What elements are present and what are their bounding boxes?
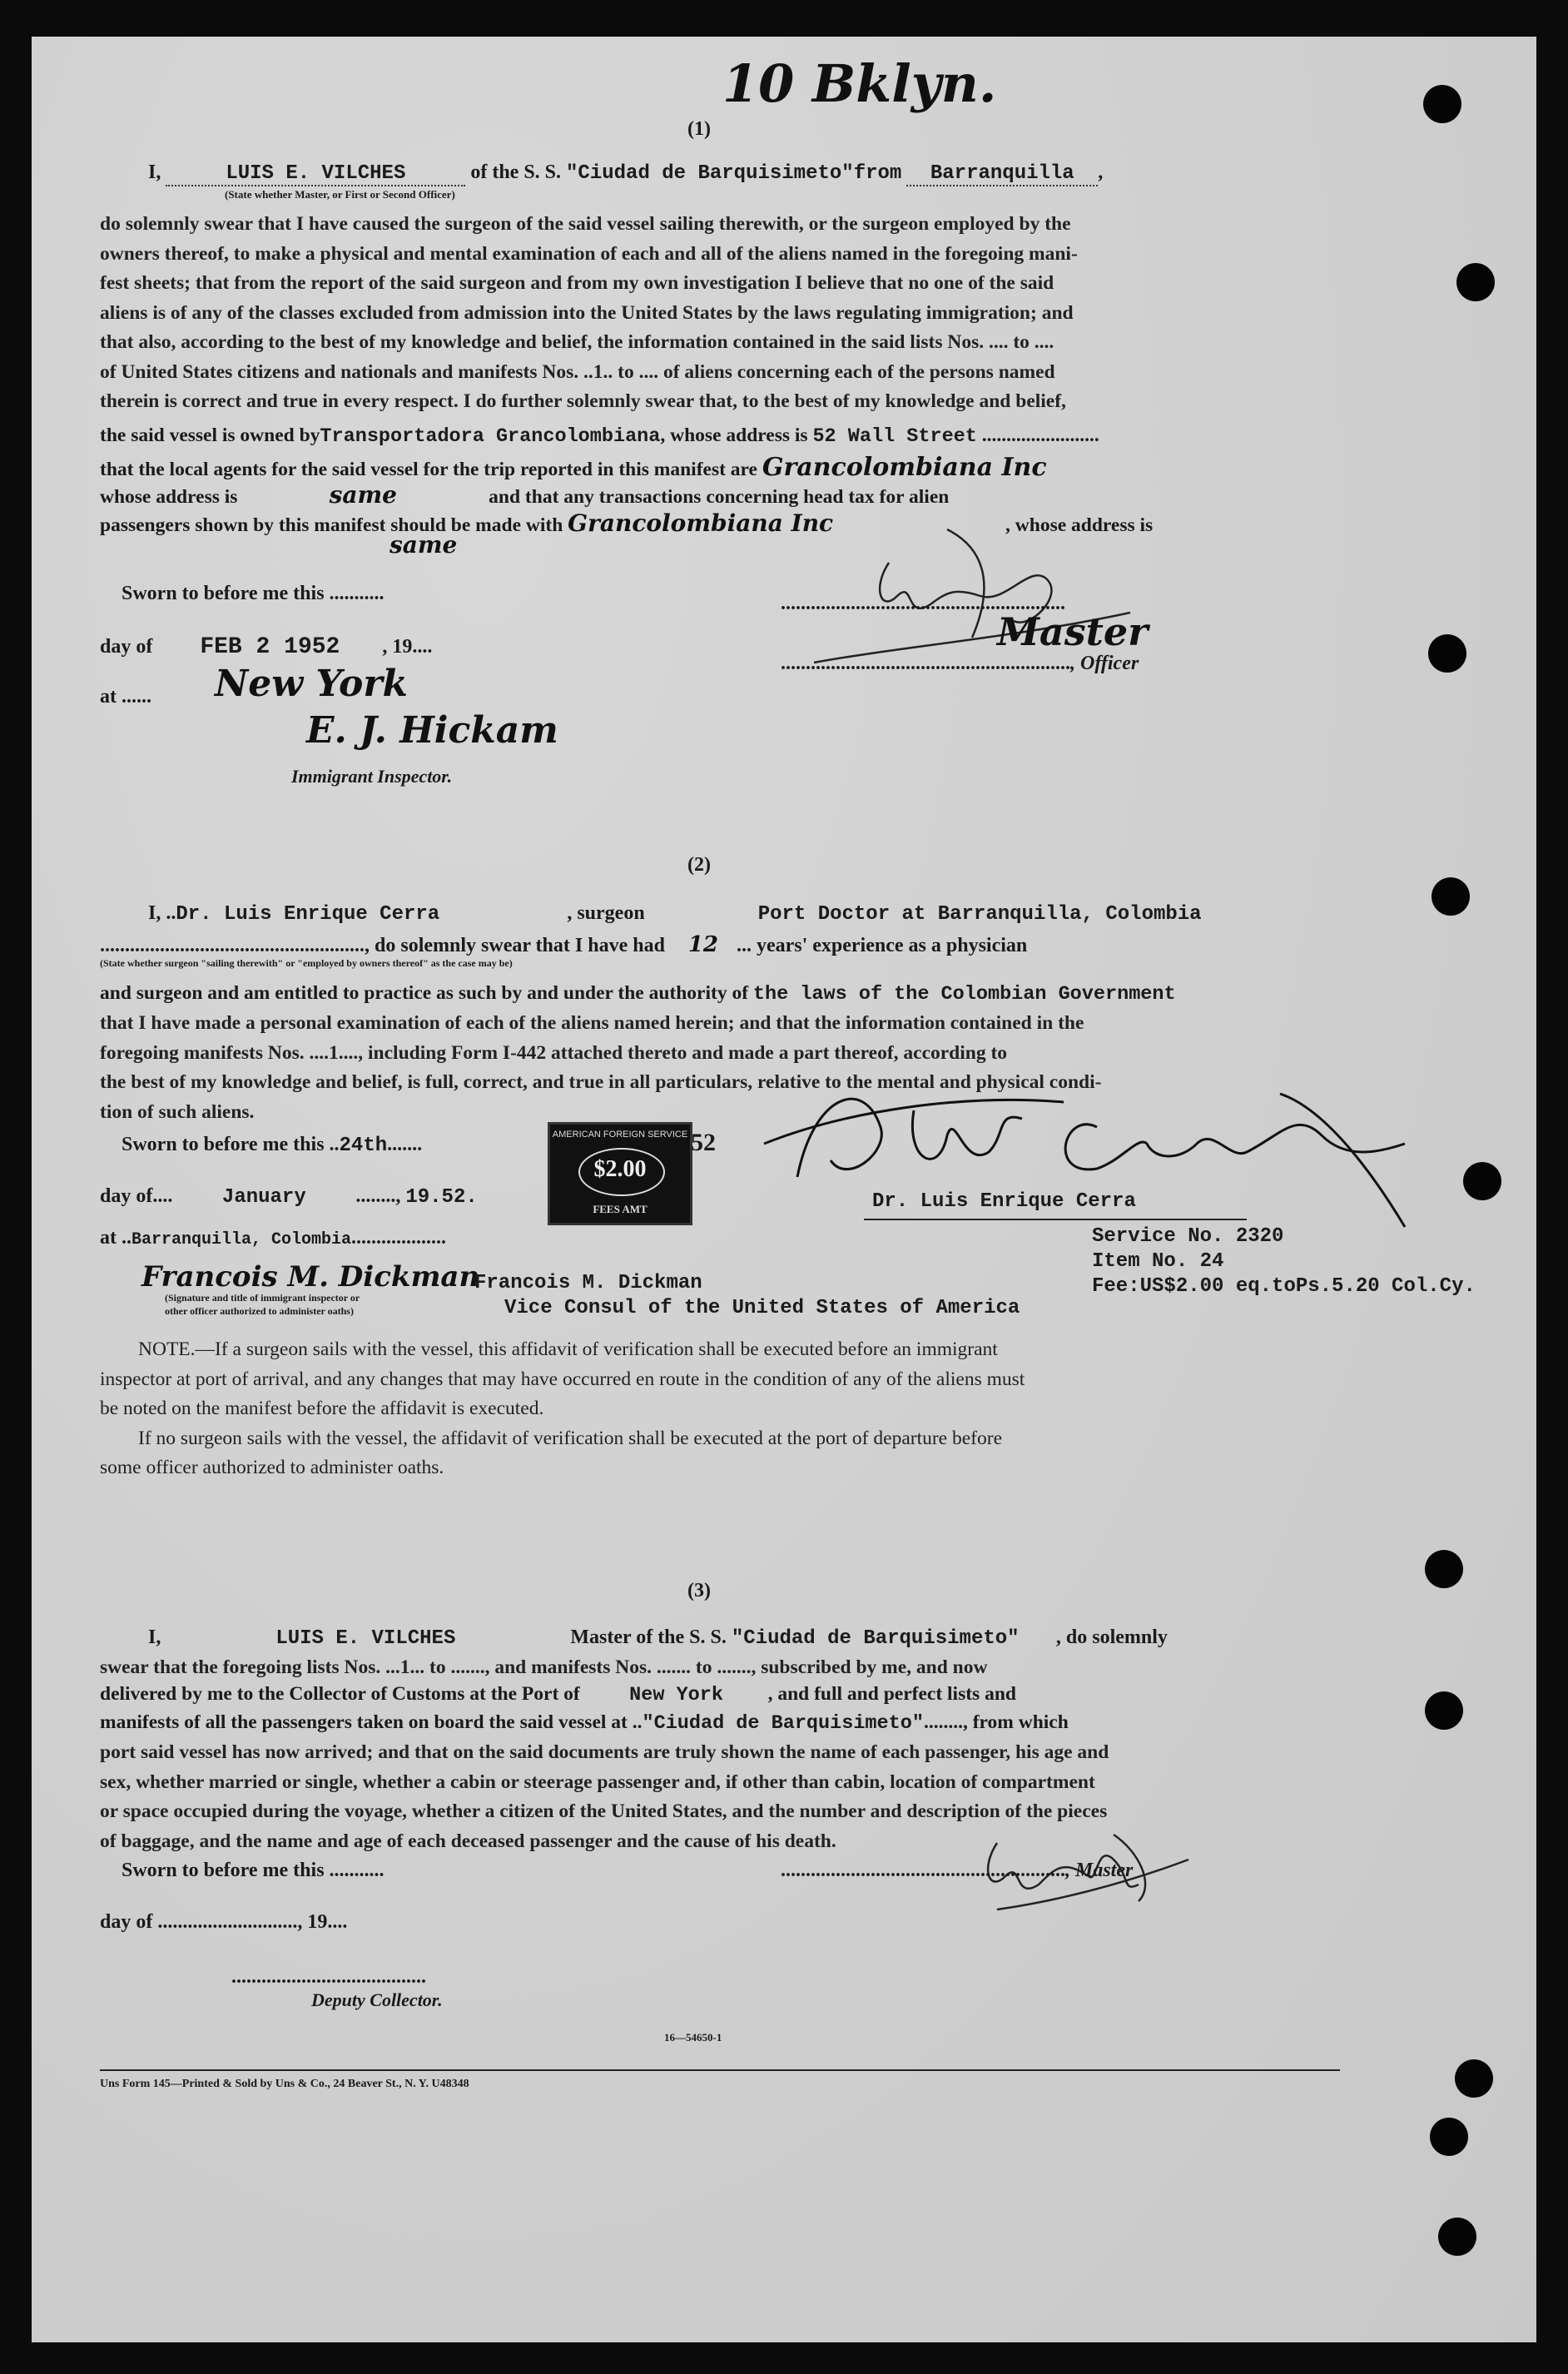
- footer-rule: [100, 2069, 1340, 2071]
- item-no: Item No. 24: [1092, 1250, 1224, 1273]
- officer-dots-1: .........................................................: [781, 593, 1065, 614]
- section-2-line-1: [148, 902, 1202, 926]
- line3-suffix: , and full and perfect lists and: [767, 1683, 1016, 1705]
- authority: the laws of the Colombian Government: [752, 983, 1176, 1006]
- owner-address: 52 Wall Street: [812, 425, 977, 448]
- status-caption: (State whether Master, or First or Second Officer): [225, 188, 455, 201]
- head-tax-party: Grancolombiana Inc: [568, 509, 834, 537]
- agents-label: that the local agents for the said vessel for the trip reported in this manifest are: [100, 459, 757, 480]
- body-line: the best of my knowledge and belief, is full, correct, and true in all particulars, relative to the mental and physical condi-: [100, 1071, 1102, 1093]
- consul-caption-1: (Signature and title of immigrant inspector or: [165, 1292, 360, 1304]
- from-label: from: [853, 162, 902, 185]
- day-label-2: day of: [100, 1185, 153, 1207]
- header-note: 10 Bklyn.: [722, 53, 997, 114]
- section-3-number: (3): [687, 1580, 711, 1602]
- line4-suffix: ........, from which: [923, 1711, 1069, 1733]
- stamp-bottom-text: FEES AMT: [593, 1203, 648, 1215]
- head-tax-address-label: , whose address is: [1005, 514, 1154, 536]
- owned-by-label: the said vessel is owned by: [100, 425, 320, 446]
- master-caption-3: , Master: [1065, 1860, 1134, 1881]
- fee-text: Fee:US$2.00 eq.toPs.5.20 Col.Cy.: [1092, 1275, 1476, 1298]
- owner-name: Transportadora Grancolombiana: [320, 425, 661, 448]
- agents-address-label: whose address is: [100, 486, 238, 508]
- sworn-2: Sworn to before me this ..24th.......: [122, 1134, 423, 1157]
- body-line: owners thereof, to make a physical and mental examination of each and all of the aliens named in the foregoing mani-: [100, 242, 1078, 265]
- inspector-caption: Immigrant Inspector.: [291, 766, 453, 787]
- form-code: 16—54650-1: [664, 2031, 722, 2044]
- body-line: port said vessel has now arrived; and that on the said documents are truly shown the name of each passenger, his age and: [100, 1741, 1109, 1763]
- from-port: Barranquilla: [906, 162, 1098, 186]
- master-name: LUIS E. VILCHES: [166, 162, 465, 186]
- section-2-number: (2): [687, 854, 711, 876]
- punch-hole: [1425, 1691, 1463, 1730]
- section-1-body: [100, 210, 1340, 417]
- punch-hole: [1432, 877, 1470, 916]
- printer-imprint: Uns Form 145—Printed & Sold by Uns & Co., 24 Beaver St., N. Y. U48348: [100, 2078, 469, 2090]
- stamp-top-text: AMERICAN FOREIGN SERVICE: [552, 1130, 688, 1140]
- line4-vessel: "Ciudad de Barquisimeto": [642, 1712, 924, 1735]
- body-line: that I have made a personal examination of each of the aliens named herein; and that the information contained in the: [100, 1012, 1084, 1034]
- collector-port-label: delivered by me to the Collector of Customs at the Port of: [100, 1683, 580, 1705]
- officer-line: [781, 653, 1139, 675]
- body-line: of baggage, and the name and age of each deceased passenger and the cause of his death.: [100, 1830, 836, 1852]
- section-1-number: (1): [687, 118, 711, 140]
- note-line: some officer authorized to administer oaths.: [100, 1457, 444, 1478]
- note-line: be noted on the manifest before the affidavit is executed.: [100, 1398, 544, 1419]
- at-label: at: [100, 686, 117, 708]
- body-line: aliens is of any of the classes excluded from admission into the United States by the laws regulating immigration; and: [100, 301, 1074, 324]
- sworn-3: Sworn to before me this ...........: [122, 1860, 385, 1881]
- manifest-sheet: [32, 37, 1536, 2342]
- punch-hole: [1455, 2059, 1493, 2098]
- owned-by-line: the said vessel is owned byTransportadora Grancolombiana, whose address is 52 Wall Street ........................: [100, 425, 1099, 448]
- i-prefix-2: I, ..: [148, 902, 176, 924]
- i-prefix-3: I,: [148, 1627, 161, 1648]
- punch-hole: [1423, 85, 1461, 123]
- year-suffix: , 19....: [382, 636, 433, 658]
- sworn-day: 24th: [339, 1135, 388, 1157]
- surgeon-name: Dr. Luis Enrique Cerra: [176, 903, 440, 926]
- year: 19.52.: [405, 1186, 478, 1209]
- authority-label: and surgeon and am entitled to practice as such by and under the authority of: [100, 982, 749, 1004]
- fee-stamp: [548, 1122, 692, 1225]
- consul-name: Francois M. Dickman: [474, 1272, 702, 1294]
- section-1-line-1: I, LUIS E. VILCHES of the S. S. "Ciudad de Barquisimeto"from Barranquilla ,: [148, 161, 1104, 185]
- section-3-line-2: swear that the foregoing lists Nos. ...1... to ......., and manifests Nos. ....... to ......., subscribed by me, and now: [100, 1656, 988, 1678]
- body-line: foregoing manifests Nos. ....1...., including Form I-442 attached thereto and made a part thereof, according to: [100, 1041, 1008, 1064]
- note-line: If no surgeon sails with the vessel, the affidavit of verification shall be executed at the port of departure before: [138, 1427, 1002, 1449]
- section-3-line-4: [100, 1711, 1069, 1735]
- at-line-2: at ..Barranquilla, Colombia...................: [100, 1227, 447, 1249]
- at-label-2: at: [100, 1227, 117, 1249]
- body-line: fest sheets; that from the report of the said surgeon and from my own investigation I believe that no one of the said: [100, 272, 1054, 294]
- master-of-label: Master of the S. S.: [570, 1627, 727, 1648]
- vessel-name-3: "Ciudad de Barquisimeto": [731, 1627, 1020, 1650]
- stamp-value: $2.00: [593, 1156, 647, 1182]
- agents-address: same: [329, 481, 397, 509]
- collector-dots: .......................................: [231, 1966, 426, 1988]
- note-line: NOTE.—If a surgeon sails with the vessel, this affidavit of verification shall be executed before an immigrant: [138, 1338, 998, 1360]
- solemnly: , do solemnly: [1055, 1627, 1168, 1648]
- sworn-2-label: Sworn to before me this: [122, 1134, 325, 1155]
- head-tax-address: same: [390, 531, 458, 559]
- section-2-line-2: [100, 932, 1027, 957]
- place-handwritten: New York: [215, 663, 409, 705]
- surgeon-caption: (State whether surgeon "sailing therewith" or "employed by owners thereof" as the case may be): [100, 957, 513, 969]
- master-name-3: LUIS E. VILCHES: [275, 1627, 456, 1650]
- day-line-2: day of.... January ........, 19.52.: [100, 1185, 478, 1209]
- day-label: day of: [100, 636, 153, 658]
- at-line-1: at ......: [100, 686, 151, 708]
- surgeon-label: , surgeon: [567, 902, 645, 924]
- port-name: New York: [629, 1684, 723, 1706]
- head-tax-label: passengers shown by this manifest should be made with: [100, 514, 563, 536]
- punch-hole: [1428, 634, 1466, 673]
- day-line-3: day of ............................, 19....: [100, 1911, 348, 1933]
- note-block: [100, 1335, 1340, 1483]
- inspector-signature: E. J. Hickam: [306, 709, 558, 752]
- month: January: [221, 1186, 306, 1209]
- years-experience: 12: [687, 932, 719, 957]
- sworn-1: Sworn to before me this ...........: [122, 583, 385, 604]
- body-line: of United States citizens and nationals and manifests Nos. ..1.. to .... of aliens concerning each of the persons named: [100, 360, 1055, 383]
- officer-title-hand: Master: [997, 609, 1149, 654]
- at-place: Barranquilla, Colombia: [131, 1230, 352, 1249]
- body-line: therein is correct and true in every respect. I do further solemnly swear that, to the best of my knowledge and belief,: [100, 390, 1066, 412]
- head-tax-text: and that any transactions concerning head tax for alien: [489, 486, 950, 508]
- master-line-3: [781, 1860, 1133, 1882]
- note-line: inspector at port of arrival, and any changes that may have occurred en route in the condition of any of the aliens must: [100, 1368, 1025, 1390]
- sworn-date-stamp: FEB 2 1952: [200, 634, 340, 660]
- consul-title: Vice Consul of the United States of America: [504, 1297, 1020, 1319]
- section-3-line-2-wrap: [100, 1653, 1340, 1683]
- years-suffix: ... years' experience as a physician: [736, 935, 1028, 956]
- section-3-line-1: [148, 1627, 1168, 1650]
- i-prefix: I,: [148, 161, 161, 183]
- body-line: sex, whether married or single, whether a cabin or steerage passenger and, if other than cabin, location of compartment: [100, 1771, 1095, 1793]
- officer-caption: , Officer: [1070, 653, 1139, 674]
- port-doctor: Port Doctor at Barranquilla, Colombia: [757, 903, 1202, 926]
- consul-caption-2: other officer authorized to administer oaths): [165, 1305, 354, 1317]
- of-the-ss: of the S. S.: [470, 161, 562, 183]
- collector-caption: Deputy Collector.: [311, 1989, 443, 2010]
- vessel-name: "Ciudad de Barquisimeto": [566, 162, 854, 185]
- consul-signature: Francois M. Dickman: [141, 1260, 480, 1294]
- punch-hole: [1438, 2218, 1476, 2256]
- agents-name: Grancolombiana Inc: [762, 453, 1047, 482]
- section-2-line-3: [100, 982, 1176, 1006]
- agents-address-line: [100, 481, 949, 509]
- punch-hole: [1463, 1162, 1501, 1200]
- body-line: or space occupied during the voyage, whether a citizen of the United States, and the number and description of the pieces: [100, 1800, 1108, 1822]
- section-3-line-3: [100, 1683, 1016, 1706]
- line4-prefix: manifests of all the passengers taken on board the said vessel at ..: [100, 1711, 643, 1733]
- punch-hole: [1425, 1550, 1463, 1588]
- surgeon-signature: [747, 1060, 1430, 1277]
- punch-hole: [1430, 2118, 1468, 2156]
- surgeon-signature-rule: [864, 1219, 1247, 1220]
- stamp-year-tail: 52: [691, 1129, 716, 1156]
- body-line: that also, according to the best of my knowledge and belief, the information contained in the said lists Nos. .... to ....: [100, 331, 1054, 353]
- swear-text: ....................................................., do solemnly swear that I have had: [100, 935, 665, 956]
- body-line: do solemnly swear that I have caused the surgeon of the said vessel sailing therewith, or the surgeon employed by the: [100, 213, 1071, 235]
- surgeon-typed: Dr. Luis Enrique Cerra: [872, 1190, 1136, 1213]
- service-no: Service No. 2320: [1092, 1225, 1284, 1248]
- owner-address-label: , whose address is: [660, 425, 808, 446]
- agents-line: [100, 453, 1047, 482]
- officer-dots-2: ..........................................................: [781, 653, 1070, 674]
- body-line: tion of such aliens.: [100, 1100, 255, 1123]
- master-dots-3: .........................................................: [781, 1860, 1065, 1881]
- day-line-1: [100, 634, 432, 660]
- punch-hole: [1456, 263, 1495, 301]
